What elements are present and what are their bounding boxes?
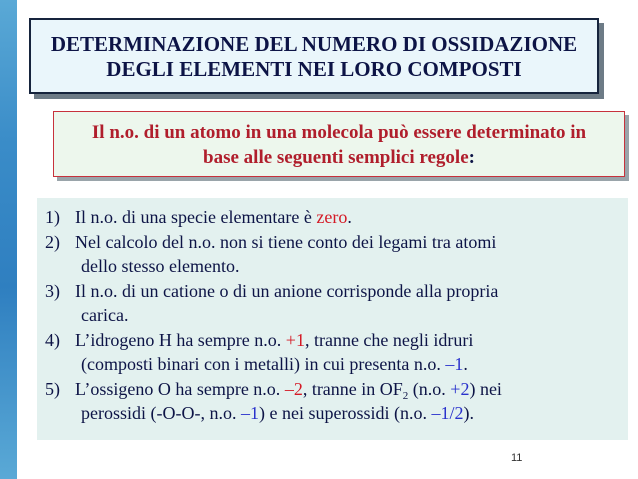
sidebar-accent-bar [0, 0, 17, 479]
highlight-value: –1 [240, 403, 259, 423]
rule-text: Nel calcolo del n.o. non si tiene conto dei legami tra atomi [75, 231, 497, 252]
rule-text: ). [463, 403, 474, 423]
rule-number: 4) [45, 329, 60, 350]
rule-text: Il n.o. di un catione o di un anione corrisponde alla propria [75, 280, 499, 301]
page-number: 11 [511, 452, 523, 464]
rule-text: L’ossigeno O ha sempre n.o. [75, 378, 285, 399]
slide-title [29, 18, 599, 94]
rule-continuation [45, 352, 628, 377]
rule-text: perossidi (-O-O-, n.o. [81, 403, 241, 423]
rule-text: , tranne in OF [302, 378, 403, 399]
title-line-1: DETERMINAZIONE DEL NUMERO DI OSSIDAZIONE [50, 32, 578, 56]
subtitle-colon: : [468, 147, 475, 168]
highlight-value: +2 [450, 378, 470, 399]
subtitle-line-2 [54, 145, 624, 170]
rule-text: (n.o. [408, 378, 451, 399]
rules-list [37, 198, 628, 440]
rule-continuation [45, 401, 628, 426]
rule-number: 5) [45, 378, 60, 399]
rule-text: carica. [81, 305, 129, 325]
title-line-2: DEGLI ELEMENTI NEI LORO COMPOSTI [106, 57, 522, 81]
rule-text: ) e nei superossidi (n.o. [258, 403, 432, 423]
rule-text: . [463, 354, 468, 374]
highlight-value: +1 [285, 329, 305, 350]
rule-3 [45, 279, 628, 328]
highlight-value: –2 [284, 378, 303, 399]
rule-number: 1) [45, 207, 60, 227]
rule-4 [45, 328, 628, 377]
highlight-value: –1/2 [431, 403, 464, 423]
subtitle-line-2-text: base alle seguenti semplici regole [203, 147, 469, 168]
rule-text: , tranne che negli idruri [304, 329, 474, 350]
rule-text: ) nei [469, 378, 502, 399]
rule-text: (composti binari con i metalli) in cui presenta n.o. [81, 354, 446, 374]
rule-number: 3) [45, 280, 60, 301]
highlight-value: –1 [445, 354, 464, 374]
rule-text: dello stesso elemento. [81, 256, 240, 276]
rule-1 [45, 205, 628, 230]
rule-text: Il n.o. di una specie elementare è [75, 207, 317, 227]
subtitle-line-1: Il n.o. di un atomo in una molecola può essere determinato in [91, 122, 587, 143]
rule-text: L’idrogeno H ha sempre n.o. [75, 329, 286, 350]
highlight-value: zero [316, 207, 348, 227]
rule-number: 2) [45, 231, 60, 252]
rule-5 [45, 377, 628, 426]
rule-2 [45, 230, 628, 279]
rule-text: . [347, 207, 352, 227]
slide-subtitle [53, 111, 625, 177]
subscript: 2 [402, 389, 409, 402]
